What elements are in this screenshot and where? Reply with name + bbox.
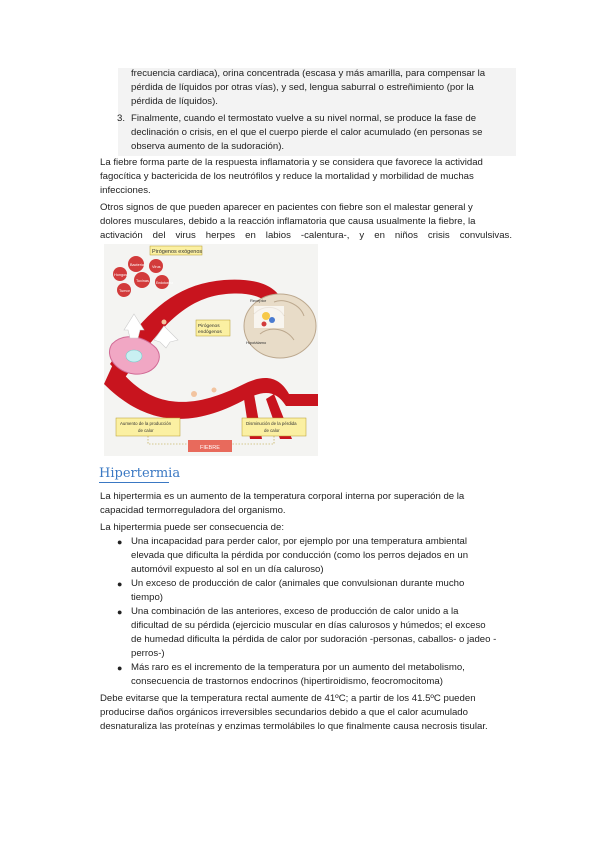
bullet-1-line-2: elevada que dificulta la pérdida por conducción (como los perros dejados en un [131, 550, 469, 561]
paragraph-1-line-1: La fiebre forma parte de la respuesta inflamatoria y se considera que favorece la actividad [100, 157, 483, 168]
svg-text:Hongos: Hongos [114, 273, 128, 277]
label-receptor: Receptor [250, 298, 267, 303]
paragraph-1-line-3: infecciones. [100, 185, 151, 196]
list-item-2-line-3: pérdida de líquidos). [131, 96, 218, 107]
bullet-3-line-1: Una combinación de las anteriores, exceso de producción de calor unido a la [131, 606, 459, 617]
bullet-icon: ● [117, 607, 123, 617]
section-heading: Hipertermia [99, 466, 181, 481]
bullet-4-line-1: Más raro es el incremento de la temperatura por un aumento del metabolismo, [131, 662, 465, 673]
paragraph-2-line-2: dolores musculares, debido a la reacción inflamatoria que causa usualmente la fiebre, la [100, 216, 476, 227]
heading-underline [99, 482, 169, 483]
label-endogenous-1: Pirógenos [198, 324, 220, 329]
svg-text:de calor: de calor [138, 428, 154, 433]
hyperthermia-definition-line-2: capacidad termorreguladora del organismo. [100, 505, 286, 516]
list-item-2-line-2: pérdida de líquidos por otras vías), y sed, lengua saburral o estreñimiento (por la [131, 82, 474, 93]
bullet-4-line-2: consecuencia de trastornos endocrinos (hipertiroidismo, feocromocitoma) [131, 676, 443, 687]
blood-cell [191, 391, 197, 397]
svg-text:Aumento de la producción: Aumento de la producción [120, 421, 172, 426]
paragraph-1-line-2: fagocítica y bactericida de los neutrófilos y reduce la mortalidad y morbilidad de muchas [100, 171, 474, 182]
bullet-2-line-2: tiempo) [131, 592, 163, 603]
svg-text:de calor: de calor [264, 428, 280, 433]
fever-pathway-figure [104, 244, 318, 456]
list-item-3-line-1: Finalmente, cuando el termostato vuelve a su nivel normal, se produce la fase de [131, 113, 477, 124]
bullet-icon: ● [117, 537, 123, 547]
bullet-1-line-3: automóvil expuesto al sol en un día caluroso) [131, 564, 324, 575]
bullet-3-line-3: de humedad dificulta la pérdida de calor por sudoración -personas, caballos- o jadeo - [131, 634, 497, 645]
bullet-3-line-4: perros-) [131, 648, 165, 659]
hyperthermia-definition-line-1: La hipertermia es un aumento de la temperatura corporal interna por superación de la [100, 491, 465, 502]
brain [244, 294, 316, 358]
svg-text:Disminución de la pérdida: Disminución de la pérdida [246, 421, 297, 426]
svg-text:Bacteria: Bacteria [130, 263, 144, 267]
final-paragraph-line-1: Debe evitarse que la temperatura rectal aumente de 41ºC; a partir de los 41.5ºC pueden [100, 693, 476, 704]
blood-cell [212, 388, 217, 393]
blood-cell [162, 320, 167, 325]
bullet-icon: ● [117, 579, 123, 589]
bullet-3-line-2: dificultad de su pérdida (ejercicio muscular en días calurosos y húmedos; el exceso [131, 620, 486, 631]
bullet-2-line-1: Un exceso de producción de calor (animales que convulsionan durante mucho [131, 578, 465, 589]
label-hypothalamus: Hipotálamo [246, 340, 267, 345]
hyperthermia-intro: La hipertermia puede ser consecuencia de: [100, 522, 284, 533]
list-item-3-line-2: declinación o crisis, en el que el cuerpo pierde el calor acumulado (en personas se [131, 127, 483, 138]
list-item-3-line-3: observa aumento de la sudoración). [131, 141, 285, 152]
list-item-2-line-1: frecuencia cardiaca), orina concentrada (escasa y más amarilla, para compensar la [131, 68, 486, 79]
svg-text:Virus: Virus [152, 265, 161, 269]
list-item-3-number: 3. [117, 113, 126, 124]
label-endogenous-2: endógenos [198, 330, 222, 335]
svg-text:Tumor: Tumor [119, 289, 130, 293]
bullet-icon: ● [117, 663, 123, 673]
final-paragraph-line-2: producirse daños orgánicos irreversibles secundarios debido a que el calor acumulado [100, 707, 468, 718]
bullet-1-line-1: Una incapacidad para perder calor, por ejemplo por una temperatura ambiental [131, 536, 467, 547]
label-exogenous-pyrogens: Pirógenos exógenos [152, 249, 203, 255]
svg-text:Endotoxina: Endotoxina [156, 281, 173, 285]
svg-text:Toxinas: Toxinas [136, 279, 149, 283]
paragraph-2-line-3: activación del virus herpes en labios -calentura-, y en niños crisis convulsivas. [100, 230, 512, 241]
label-fever: FIEBRE [200, 445, 220, 451]
final-paragraph-line-3: desnaturaliza las proteínas y enzimas termolábiles lo que finalmente causa necrosis tisular. [100, 721, 488, 732]
paragraph-2-line-1: Otros signos de que pueden aparecer en pacientes con fiebre son el malestar general y [100, 202, 473, 213]
